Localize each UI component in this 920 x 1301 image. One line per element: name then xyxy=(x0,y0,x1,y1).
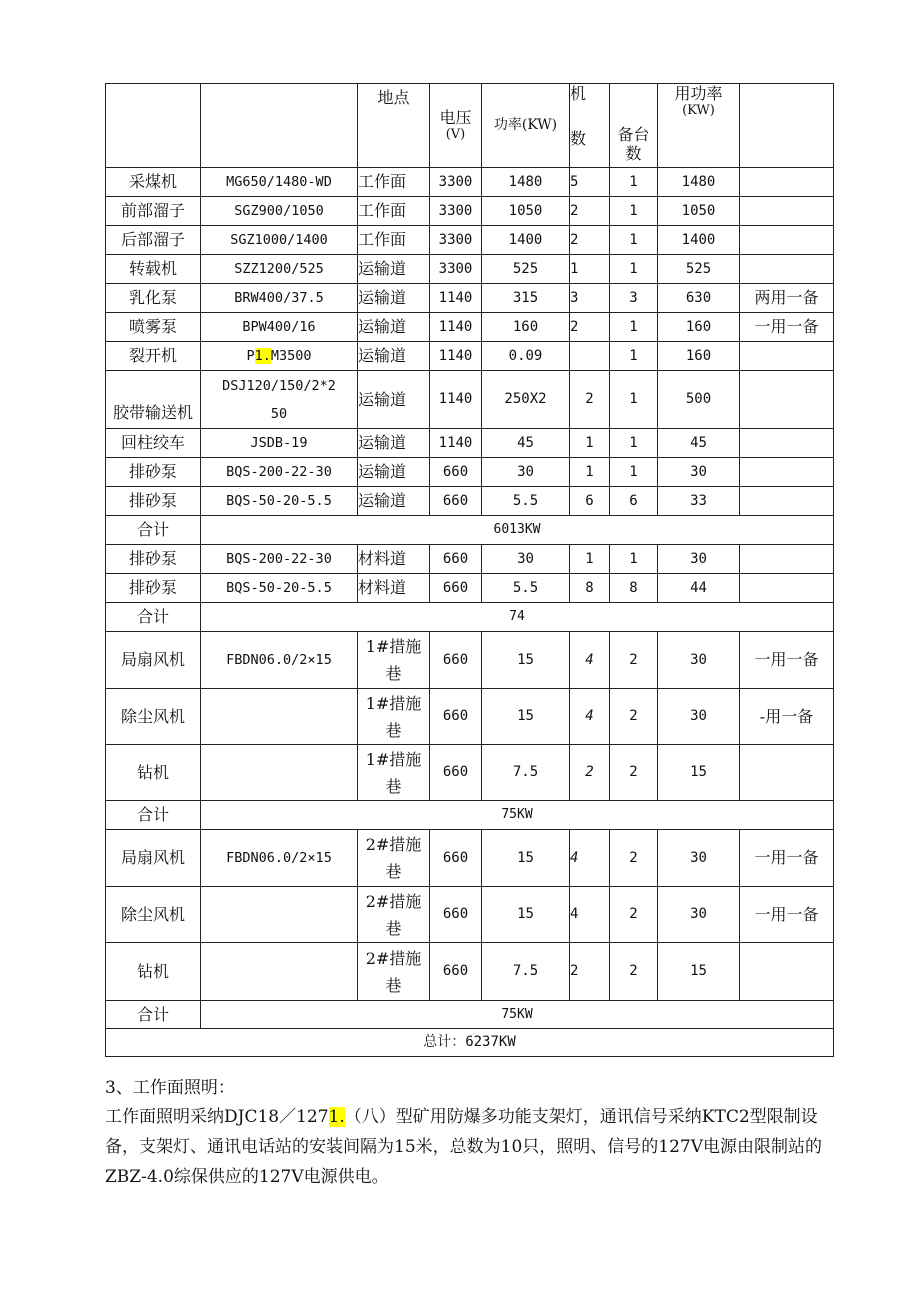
header-location: 地点 xyxy=(358,84,430,168)
table-row: 胶带输送机 DSJ120/150/2*2 50 运输道 1140 250X2 2 1 500 xyxy=(106,371,834,429)
table-row: 排砂泵 BQS-50-20-5.5 材料道 660 5.5 8 8 44 xyxy=(106,574,834,603)
body-paragraph: 工作面照明采纳DJC18／1271.（八）型矿用防爆多功能支架灯，通讯信号采纳KTC2型限制设备，支架灯、通讯电话站的安装间隔为15米，总数为10只，照明、信号的127V电源由限制站的ZBZ-4.0综保供应的127V电源供电。 xyxy=(105,1107,822,1187)
table-row: 局扇风机 FBDN06.0/2×15 2#措施 巷 660 15 4 2 30 一用一备 xyxy=(106,830,834,887)
highlight-mark: 1. xyxy=(328,1107,345,1127)
table-row: 转载机 SZZ1200/525 运输道 3300 525 1 1 525 xyxy=(106,255,834,284)
table-row: 钻机 1#措施 巷 660 7.5 2 2 15 xyxy=(106,745,834,801)
table-row: 除尘风机 2#措施 巷 660 15 4 2 30 一用一备 xyxy=(106,887,834,943)
table-row: 排砂泵 BQS-200-22-30 材料道 660 30 1 1 30 xyxy=(106,545,834,574)
header-voltage: 电压 (V) xyxy=(430,84,482,168)
header-used-power: 用功率 (KW) xyxy=(658,84,740,168)
table-row: 除尘风机 1#措施 巷 660 15 4 2 30 -用一备 xyxy=(106,689,834,745)
table-row: 乳化泵 BRW400/37.5 运输道 1140 315 3 3 630 两用一备 xyxy=(106,284,834,313)
table-row: 裂开机 P1.M3500 运输道 1140 0.09 1 160 xyxy=(106,342,834,371)
table-row: 局扇风机 FBDN06.0/2×15 1#措施 巷 660 15 4 2 30 一用一备 xyxy=(106,632,834,689)
highlight-mark: 1. xyxy=(254,347,271,364)
table-row: 前部溜子 SGZ900/1050 工作面 3300 1050 2 1 1050 xyxy=(106,197,834,226)
subtotal-row: 合计 75KW xyxy=(106,1001,834,1029)
table-row: 回柱绞车 JSDB-19 运输道 1140 45 1 1 45 xyxy=(106,429,834,458)
subtotal-row: 合计 75KW xyxy=(106,801,834,830)
table-row: 钻机 2#措施 巷 660 7.5 2 2 15 xyxy=(106,943,834,1001)
table-row: 排砂泵 BQS-200-22-30 运输道 660 30 1 1 30 xyxy=(106,458,834,487)
subtotal-row: 合计 74 xyxy=(106,603,834,632)
section-heading: 3、工作面照明： xyxy=(105,1078,235,1098)
header-standby: 备台 数 xyxy=(610,84,658,168)
header-count: 机 数 xyxy=(570,84,610,168)
table-row: 采煤机 MG650/1480-WD 工作面 3300 1480 5 1 1480 xyxy=(106,168,834,197)
total-row xyxy=(106,1029,834,1057)
subtotal-row: 合计 6013KW xyxy=(106,516,834,545)
grand-total: 总计：6237KW xyxy=(106,1029,834,1057)
table-row: 喷雾泵 BPW400/16 运输道 1140 160 2 1 160 一用一备 xyxy=(106,313,834,342)
header-power: 功率(KW) xyxy=(482,84,570,168)
table-row: 排砂泵 BQS-50-20-5.5 运输道 660 5.5 6 6 33 xyxy=(106,487,834,516)
table-header-row xyxy=(106,84,834,168)
equipment-table xyxy=(105,83,834,1057)
table-row: 后部溜子 SGZ1000/1400 工作面 3300 1400 2 1 1400 xyxy=(106,226,834,255)
